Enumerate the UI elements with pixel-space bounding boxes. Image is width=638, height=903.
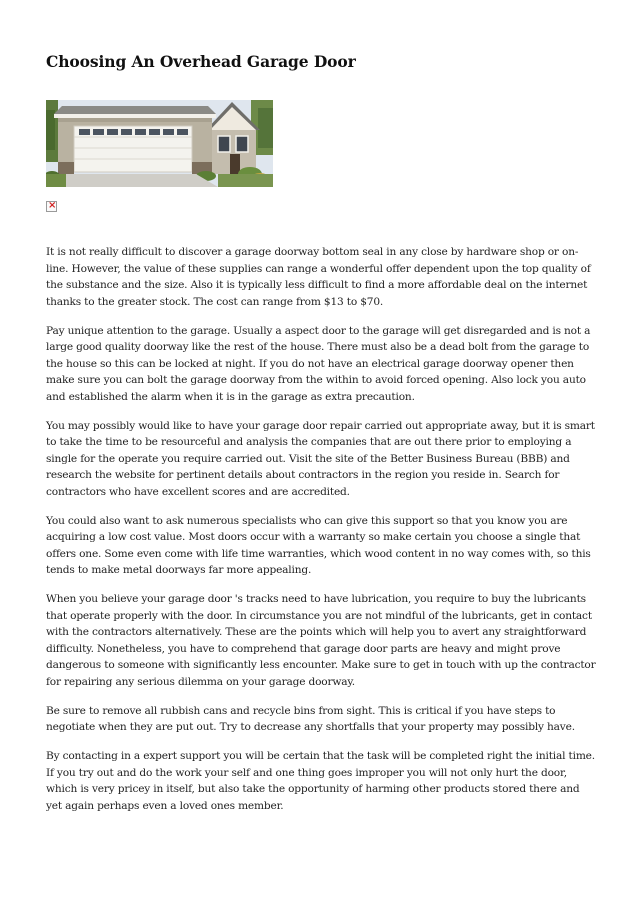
paragraph: You could also want to ask numerous specialists who can give this support so that you know you are acquiring a low cost value. Most doors occur with a warranty so make certain you choose a single that offers one. Some even come with life time warranties, which wood content in no way comes with, so this tends to make metal doorways far more appealing. — [46, 514, 591, 576]
paragraph: Be sure to remove all rubbish cans and recycle bins from sight. This is critical if you have steps to negotiate when they are put out. Try to decrease any shortfalls that your property may possibly have. — [46, 704, 575, 733]
paragraph: You may possibly would like to have your garage door repair carried out appropriate away, but it is smart to take the time to be resourceful and analysis the companies that are out there prior to employing a single for the operate you require carried out. Visit the site of the Better Business Bureau (BBB) and research the website for pertinent details about contractors in the region you reside in. Search for contractors who have excellent scores and are accredited. — [46, 419, 595, 498]
garage-house-photo — [46, 100, 273, 187]
paragraph: Pay unique attention to the garage. Usually a aspect door to the garage will get disregarded and is not a large good quality doorway like the rest of the house. There must also be a dead bolt from the garage to the house so this can be locked at night. If you do not have an electrical garage doorway opener then make sure you can bolt the garage doorway from the within to avoid forced opening. Also lock you auto and established the alarm when it is in the garage as extra precaution. — [46, 324, 591, 403]
page-title: Choosing An Overhead Garage Door — [46, 52, 356, 71]
paragraph: It is not really difficult to discover a garage doorway bottom seal in any close by hardware shop or on-line. However, the value of these supplies can range a wonderful offer dependent upon the top quality of the substance and the size. Also it is typically less difficult to find a more affordable deal on the internet thanks to the greater stock. The cost can range from $13 to $70. — [46, 246, 591, 308]
paragraph: By contacting in a expert support you will be certain that the task will be completed right the initial time. If you try out and do the work your self and one thing goes improper you will not only hurt the door, which is very pricey in itself, but also take the opportunity of harming other products stored there and yet again perhaps even a loved ones member. — [46, 750, 595, 812]
article-body — [46, 244, 598, 827]
broken-image-icon: × — [48, 200, 57, 211]
paragraph: When you believe your garage door 's tracks need to have lubrication, you require to buy the lubricants that operate properly with the door. In circumstance you are not mindful of the lubricants, get in contact with the contractors alternatively. These are the points which will help you to avert any straightforward difficulty. Nonetheless, you have to comprehend that garage door parts are heavy and might prove dangerous to someone with significantly less encounter. Make sure to get in touch with up the contractor for repairing any serious dilemma on your garage doorway. — [46, 593, 596, 688]
